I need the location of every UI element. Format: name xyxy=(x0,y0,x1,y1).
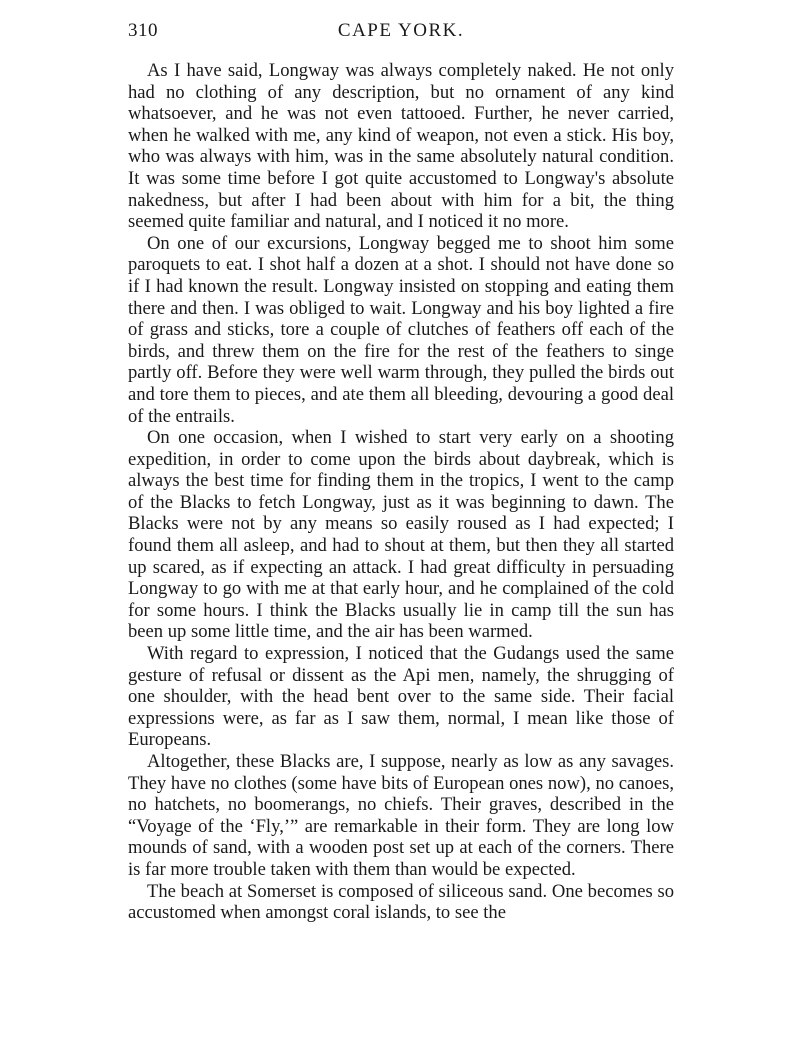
paragraph-savages-graves: Altogether, these Blacks are, I suppose, nearly as low as any savages. They have no clothes (some have bits of European ones now), no canoes, no hatchets, no boomerangs, no chiefs. Their graves, described in the “Voyage of the ‘Fly,’” are remarkable in their form. They are long low mounds of sand, with a wooden post set up at each of the corners. There is far more trouble taken with them than would be expected. xyxy=(128,751,674,880)
running-head xyxy=(128,20,674,46)
running-title: CAPE YORK. xyxy=(337,20,465,41)
paragraph-early-expedition: On one occasion, when I wished to start very early on a shooting expedition, in order to come upon the birds about daybreak, which is always the best time for finding them in the tropics, I went to the camp of the Blacks to fetch Longway, just as it was beginning to dawn. The Blacks were not by any means so easily roused as I had expected; I found them all asleep, and had to shout at them, but then they all started up scared, as if expecting an attack. I had great difficulty in persuading Longway to go with me at that early hour, and he complained of the cold for some hours. I think the Blacks usually lie in camp till the sun has been up some little time, and the air has been warmed. xyxy=(128,427,674,643)
book-page xyxy=(128,20,674,924)
paragraph-somerset-beach: The beach at Somerset is composed of siliceous sand. One becomes so accustomed when amongst coral islands, to see the xyxy=(128,880,674,924)
body-text xyxy=(128,60,674,924)
paragraph-expression: With regard to expression, I noticed that the Gudangs used the same gesture of refusal or dissent as the Api men, namely, the shrugging of one shoulder, with the head bent over to the same side. Their facial expressions were, as far as I saw them, normal, I mean like those of Europeans. xyxy=(128,643,674,751)
paragraph-longway-naked: As I have said, Longway was always completely naked. He not only had no clothing of any description, but no ornament of any kind whatsoever, and he was not even tattooed. Further, he never carried, when he walked with me, any kind of weapon, not even a stick. His boy, who was always with him, was in the same absolutely natural condition. It was some time before I got quite accustomed to Longway's absolute nakedness, but after I had been about with him for a bit, the thing seemed quite familiar and natural, and I noticed it no more. xyxy=(128,60,674,233)
page-number: 310 xyxy=(128,20,158,41)
paragraph-paroquets: On one of our excursions, Longway begged me to shoot him some paroquets to eat. I shot half a dozen at a shot. I should not have done so if I had known the result. Longway insisted on stopping and eating them there and then. I was obliged to wait. Longway and his boy lighted a fire of grass and sticks, tore a couple of clutches of feathers off each of the birds, and threw them on the fire for the rest of the feathers to singe partly off. Before they were well warm through, they pulled the birds out and tore them to pieces, and ate them all bleeding, devouring a good deal of the entrails. xyxy=(128,232,674,427)
